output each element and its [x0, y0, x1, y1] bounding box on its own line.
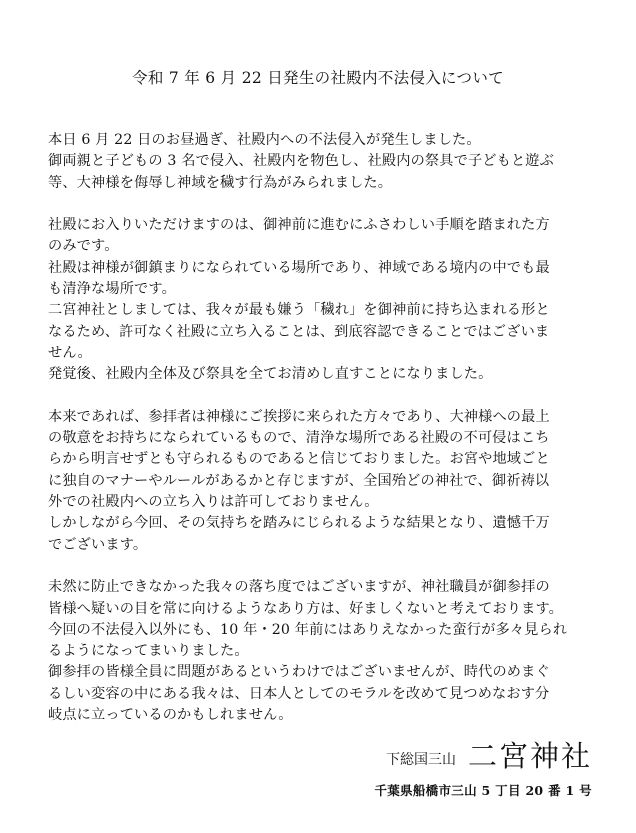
signature-name-row: [374, 734, 592, 775]
text-line: 今回の不法侵入以外にも、10 年・20 年前にはありえなかった蛮行が多々見られ: [48, 621, 568, 638]
text-line: るようになってまいりました。: [48, 643, 249, 660]
text-line: 御参拝の皆様全員に問題があるというわけではございませんが、時代のめまぐ: [48, 664, 550, 681]
paragraph-shrine-rules: [48, 215, 600, 385]
notice-title: 令和 7 年 6 月 22 日発生の社殿内不法侵入について: [132, 69, 504, 87]
text-line: せん。: [48, 344, 92, 361]
text-line: 発覚後、社殿内全体及び祭具を全てお清めし直すことになりました。: [48, 366, 493, 383]
signature-region: 下総国三山: [385, 752, 456, 768]
text-line: に独自のマナーやルールがあるかと存じますが、全国殆どの神社で、御祈祷以: [48, 472, 550, 489]
text-line: 本日 6 月 22 日のお昼過ぎ、社殿内への不法侵入が発生しました。: [48, 132, 481, 148]
signature-block: [374, 734, 592, 799]
text-line: 二宮神社としましては、我々が最も嫌う「穢れ」を御神前に持ち込まれる形と: [48, 302, 550, 319]
paragraph-incident: [48, 130, 600, 194]
text-line: 本来であれば、参拝者は神様にご挨拶に来られた方々であり、大神様への最上: [48, 408, 550, 425]
text-line: なるため、許可なく社殿に立ち入ることは、到底容認できることではございま: [48, 323, 550, 340]
text-line: 外での社殿内への立ち入りは許可しておりません。: [48, 494, 379, 511]
text-line: しかしながら今回、その気持ちを踏みにじられるような結果となり、遺憾千万: [48, 515, 550, 532]
text-line: 等、大神様を侮辱し神域を穢す行為がみられました。: [48, 174, 393, 191]
text-line: も清浄な場所です。: [48, 281, 176, 298]
text-line: 皆様へ疑いの目を常に向けるようなあり方は、好ましくないと考えております。: [48, 600, 564, 617]
paragraph-expectations: [48, 407, 600, 556]
signature-shrine-name: 二宮神社: [467, 739, 592, 773]
text-line: らから明言せずとも守られるものであると信じておりました。お宮や地域ごと: [48, 451, 550, 468]
text-line: 未然に防止できなかった我々の落ち度ではございますが、神社職員が御参拝の: [48, 579, 550, 596]
paragraph-reflection: [48, 577, 600, 726]
text-line: 岐点に立っているのかもしれません。: [48, 707, 293, 724]
text-line: 社殿は神様が御鎮まりになられている場所であり、神域である境内の中でも最: [48, 259, 550, 276]
text-line: でございます。: [48, 536, 148, 553]
text-line: 御両親と子どもの 3 名で侵入、社殿内を物色し、社殿内の祭具で子どもと遊ぶ: [48, 153, 554, 170]
notice-body: [48, 130, 600, 748]
text-line: るしい変容の中にある我々は、日本人としてのモラルを改めて見つめなおす分: [48, 685, 550, 702]
signature-address: 千葉県船橋市三山 5 丁目 20 番 1 号: [374, 783, 592, 798]
text-line: 社殿にお入りいただけますのは、御神前に進むにふさわしい手順を踏まれた方: [48, 217, 550, 234]
text-line: の敬意をお持ちになられているもので、清浄な場所である社殿の不可侵はこち: [48, 430, 550, 447]
text-line: のみです。: [48, 238, 119, 255]
